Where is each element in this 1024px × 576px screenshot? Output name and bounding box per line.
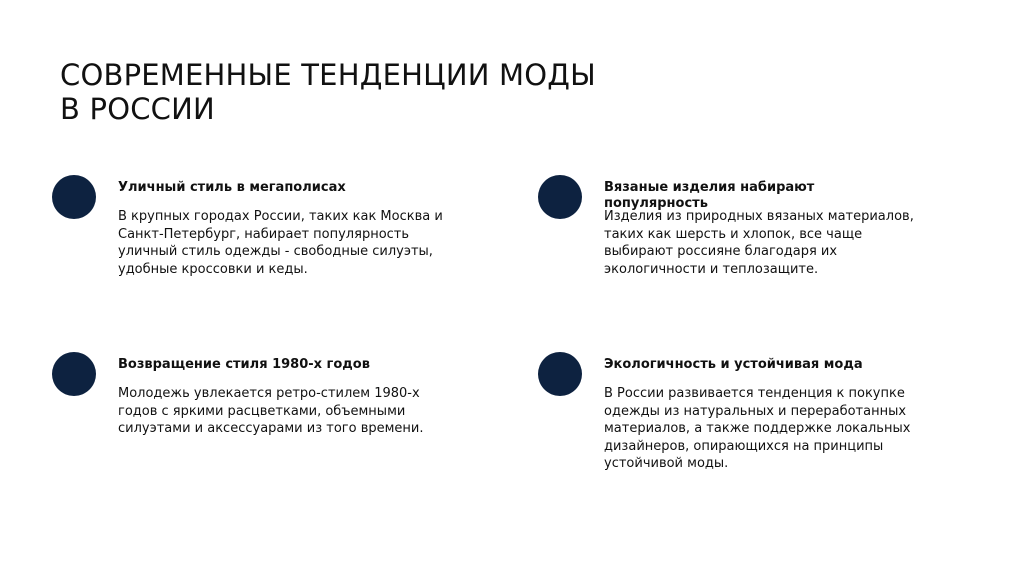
bullet-circle-icon	[538, 175, 582, 219]
slide-title-line-2: В РОССИИ	[60, 92, 215, 126]
trend-description: Изделия из природных вязаных материалов, таких как шерсть и хлопок, все чаще выбирают россияне благодаря их экологичности и теплозащите.	[604, 209, 914, 277]
bullet-circle-icon	[52, 175, 96, 219]
trend-description: В крупных городах России, таких как Москва и Санкт-Петербург, набирает популярность уличный стиль одежды - свободные силуэты, удобные кроссовки и кеды.	[118, 209, 443, 277]
slide-title	[60, 58, 760, 126]
trend-description: Молодежь увлекается ретро-стилем 1980-х годов с яркими расцветками, объемными силуэтами и аксессуарами из того времени.	[118, 386, 424, 437]
slide-title-line-1: СОВРЕМЕННЫЕ ТЕНДЕНЦИИ МОДЫ	[60, 58, 596, 92]
bullet-circle-icon	[52, 352, 96, 396]
bullet-circle-icon	[538, 352, 582, 396]
trend-heading: Экологичность и устойчивая мода	[604, 357, 863, 372]
trend-heading: Вязаные изделия набирают популярность	[604, 180, 815, 211]
trend-heading: Возвращение стиля 1980-х годов	[118, 357, 370, 372]
trend-description: В России развивается тенденция к покупке одежды из натуральных и переработанных материалов, а также поддержке локальных дизайнеров, опирающихся на принципы устойчивой моды.	[604, 386, 911, 472]
trend-heading: Уличный стиль в мегаполисах	[118, 180, 346, 195]
